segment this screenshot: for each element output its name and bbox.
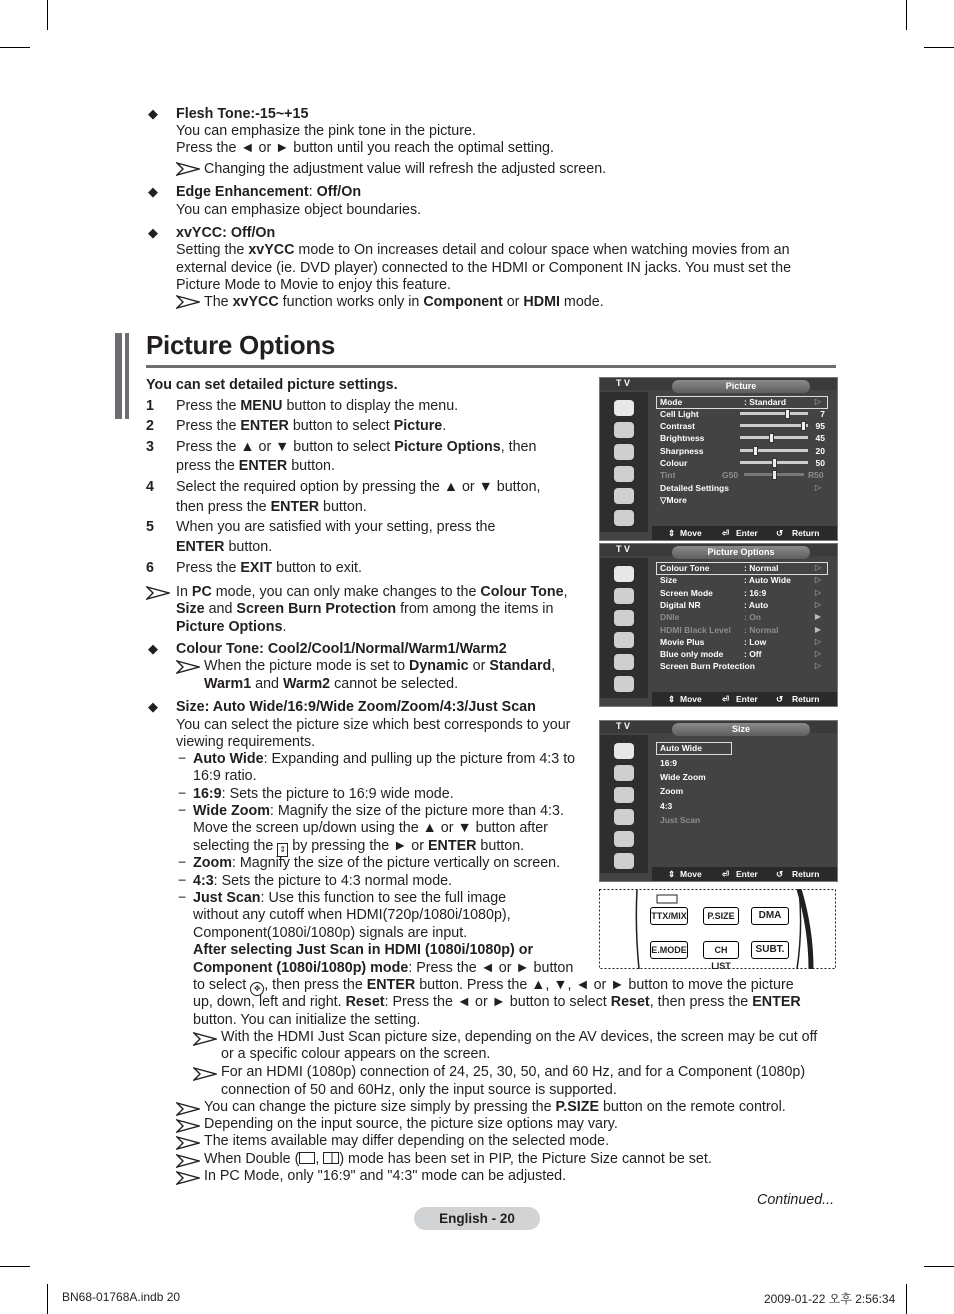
size-just-scan: After selecting Just Scan in HDMI (1080i/1080p) or [193,942,534,958]
osd-item-sharpness[interactable]: Sharpness [660,446,704,456]
dash: − [178,855,187,871]
dash: − [178,786,187,802]
input-icon[interactable] [614,654,634,670]
osd-footer [652,526,837,540]
step-text: Press the ▲ or ▼ button to select Picture Options, then [176,439,537,455]
xvycc-line: external device (ie. DVD player) connected to the HDMI or Component IN jacks. You must set the [176,260,792,276]
step-number: 4 [146,479,154,495]
note-arrow-icon [176,1171,200,1185]
step-text: When you are satisfied with your setting, press the [176,519,496,535]
crop-mark [0,47,30,48]
pip-double-icon [299,1152,315,1164]
application-icon[interactable] [614,853,634,869]
colour-tone-note: When the picture mode is set to Dynamic or Standard, [204,658,556,674]
move-icon: ⇕ [668,869,676,879]
hdmi-note: connection of 50 and 60Hz, only the input source is supported. [221,1082,617,1098]
arrow-right-icon: ▷ [814,563,821,572]
flesh-tone-note: Changing the adjustment value will refresh the adjusted screen. [204,161,607,177]
osd-picture-options-menu [599,543,838,707]
picture-icon[interactable] [614,566,634,582]
tint-g-value: G50 [722,470,739,480]
page-title: Picture Options [146,330,336,360]
slider-knob[interactable] [785,409,790,419]
osd-option-item[interactable]: Screen Burn Protection [660,661,755,672]
remote-control-illustration [599,889,836,969]
osd-enter-label: Enter [736,694,758,704]
colour-slider[interactable] [740,461,808,464]
osd-option-value: : 16:9 [744,587,767,598]
osd-sidebar [600,735,648,873]
size-just-scan: Just Scan: Use this function to see the full image [193,890,507,906]
arrow-right-icon: ▷ [814,661,821,671]
osd-return-label: Return [792,694,820,704]
osd-size-item: Just Scan [660,815,701,825]
crop-mark [906,1284,907,1314]
input-icon[interactable] [614,831,634,847]
return-icon: ↺ [776,694,784,704]
p-size-button[interactable]: P.SIZE [703,907,739,925]
step-text: Press the MENU button to display the menu. [176,398,459,414]
osd-size-menu [599,720,838,882]
osd-return-label: Return [792,528,820,538]
osd-title: Size [672,723,810,736]
osd-option-item[interactable]: Digital NR [660,599,701,610]
note-arrow-icon [176,1102,200,1116]
arrow-right-icon: ▷ [814,575,821,585]
osd-tv-label: T V [616,721,631,731]
step-number: 1 [146,398,154,414]
bullet-diamond-icon: ◆ [148,106,158,121]
osd-enter-label: Enter [736,528,758,538]
osd-size-item[interactable]: Zoom [660,786,684,796]
step-text: press the ENTER button. [176,458,335,474]
e-mode-button[interactable]: E.MODE [650,941,688,959]
slider-knob[interactable] [772,458,777,468]
slider-knob[interactable] [769,433,774,443]
xvycc-line: Picture Mode to Movie to enjoy this feature. [176,277,451,293]
osd-value: 20 [815,446,825,456]
channel-icon[interactable] [614,787,634,803]
channel-icon[interactable] [614,444,634,460]
xvycc-line: Setting the xvYCC mode to On increases detail and colour space when watching movies from an [176,242,790,258]
osd-sidebar [600,558,648,698]
hdmi-note: For an HDMI (1080p) connection of 24, 25, 30, 50, and 60 Hz, and for a Component (1080p) [221,1064,806,1080]
setup-icon[interactable] [614,466,634,482]
osd-option-item[interactable]: Screen Mode [660,587,713,598]
slider-knob [772,470,777,480]
osd-option-item[interactable]: Colour Tone [660,563,710,573]
xvycc-heading: xvYCC: Off/On [176,225,276,241]
return-icon: ↺ [776,528,784,538]
flesh-tone-heading: Flesh Tone:-15~+15 [176,106,309,122]
step-number: 3 [146,439,154,455]
osd-item-tint: Tint [660,470,676,480]
size-just-scan: Component (1080i/1080p) mode: Press the ◄ or ► button [193,960,574,976]
colour-tone-heading: Colour Tone: Cool2/Cool1/Normal/Warm1/Warm2 [176,641,507,657]
setup-icon[interactable] [614,632,634,648]
move-icon: ✥ [250,982,264,996]
crop-mark [0,1266,30,1267]
enter-icon: ⏎ [722,869,730,879]
bullet-diamond-icon: ◆ [148,184,158,199]
osd-item-cell-light[interactable]: Cell Light [660,409,699,419]
title-rule [146,365,836,368]
footer-timestamp: 2009-01-22 오후 2:56:34 [764,1292,896,1306]
osd-option-item[interactable]: Movie Plus [660,636,705,647]
subt-button[interactable]: SUBT. [751,941,789,959]
osd-option-item[interactable]: Size [660,575,678,586]
tint-slider [744,473,804,476]
note-arrow-icon [176,1154,200,1168]
pc-note: In PC mode, you can only make changes to the Colour Tone, [176,584,568,600]
osd-sidebar [600,392,648,532]
osd-move-label: Move [680,694,702,704]
application-icon[interactable] [614,510,634,526]
enter-icon: ⏎ [722,528,730,538]
osd-option-value: : On [744,612,761,623]
section-bar [125,333,129,419]
size-heading: Size: Auto Wide/16:9/Wide Zoom/Zoom/4:3/Just Scan [176,699,536,715]
osd-move-label: Move [680,869,702,879]
osd-value: 50 [815,458,825,468]
picture-icon[interactable] [614,743,634,759]
osd-option-value: : Off [744,649,762,660]
footer-file: BN68-01768A.indb 20 [62,1290,181,1304]
osd-title: Picture Options [672,546,810,559]
size-line: You can select the picture size which best corresponds to your [176,717,571,733]
bullet-diamond-icon: ◆ [148,225,158,240]
size-note: In PC Mode, only "16:9" and "4:3" mode can be adjusted. [204,1168,567,1184]
brightness-slider[interactable] [740,436,808,439]
osd-value: 45 [815,433,825,443]
osd-item-brightness[interactable]: Brightness [660,433,705,443]
step-number: 5 [146,519,154,535]
size-wide-zoom: Move the screen up/down using the ▲ or ▼ button after [193,820,548,836]
osd-item-mode[interactable]: Mode [660,397,683,407]
arrow-right-icon: ▷ [814,599,821,609]
osd-size-item[interactable]: Auto Wide [660,743,702,753]
dash: − [178,803,187,819]
size-4-3: 4:3: Sets the picture to 4:3 normal mode. [193,873,453,889]
sound-icon[interactable] [614,588,634,604]
dash: − [178,890,187,906]
step-text: Press the ENTER button to select Picture. [176,418,447,434]
osd-option-value: : Normal [744,563,779,573]
size-just-scan: Component(1080i/1080p) signals are input. [193,925,468,941]
step-text: Select the required option by pressing the ▲ or ▼ button, [176,479,541,495]
osd-tv-label: T V [616,544,631,554]
note-arrow-icon [176,162,200,176]
pc-note: Size and Screen Burn Protection from among the items in [176,601,554,617]
size-wide-zoom: Wide Zoom: Magnify the size of the picture more than 4:3. [193,803,564,819]
move-icon: ⇕ [668,528,676,538]
size-wide-zoom: selecting the ⇕ by pressing the ► or ENTER button. [193,838,524,857]
osd-item-contrast[interactable]: Contrast [660,421,695,431]
osd-item-detailed-settings[interactable]: Detailed Settings [660,483,729,493]
bullet-diamond-icon: ◆ [148,641,158,656]
osd-return-label: Return [792,869,820,879]
size-note: When Double ( , ) mode has been set in PIP, the Picture Size cannot be set. [204,1151,712,1167]
osd-value: 95 [815,421,825,431]
dash: − [178,873,187,889]
pc-note: Picture Options. [176,619,287,635]
size-auto-wide: Auto Wide: Expanding and pulling up the picture from 4:3 to [193,751,576,767]
size-16-9: 16:9: Sets the picture to 16:9 wide mode. [193,786,454,802]
osd-picture-menu [599,377,838,541]
step-number: 6 [146,560,154,576]
note-arrow-icon [176,295,200,309]
size-just-scan: to select ✥ , then press the ENTER button. Press the ▲, ▼, ◄ or ► button to move the picture [193,977,794,996]
osd-option-value: : Auto Wide [744,575,791,586]
tint-r-value: R50 [808,470,824,480]
cell-light-slider[interactable] [740,412,808,415]
osd-size-item[interactable]: 16:9 [660,758,678,768]
size-just-scan: without any cutoff when HDMI(720p/1080i/1080p), [193,907,511,923]
osd-footer [652,867,837,881]
note-arrow-icon [176,1119,200,1133]
arrow-right-icon: ▷ [814,397,821,406]
osd-item-more[interactable]: ▽More [660,495,687,505]
position-icon: ⇕ [277,843,288,857]
channel-icon[interactable] [614,610,634,626]
size-line: viewing requirements. [176,734,316,750]
note-arrow-icon [176,1136,200,1150]
intro-text: You can set detailed picture settings. [146,377,398,393]
hdmi-note: or a specific colour appears on the screen. [221,1046,491,1062]
osd-title: Picture [672,380,810,393]
osd-option-value: : Low [744,636,767,647]
osd-option-item: HDMI Black Level [660,624,731,635]
flesh-tone-line: You can emphasize the pink tone in the picture. [176,123,476,139]
note-arrow-icon [193,1067,217,1081]
continued-label: Continued... [757,1192,835,1208]
arrow-right-icon: ▷ [814,587,821,597]
osd-option-value: : Auto [744,599,769,610]
dma-button[interactable]: DMA [751,907,789,925]
osd-size-item[interactable]: Wide Zoom [660,772,706,782]
size-note: Depending on the input source, the picture size options may vary. [204,1116,618,1132]
crop-mark [47,0,48,30]
setup-icon[interactable] [614,809,634,825]
crop-mark [47,1284,48,1314]
arrow-right-icon: ▷ [814,483,821,492]
osd-tv-label: T V [616,378,631,388]
osd-move-label: Move [680,528,702,538]
crop-mark [924,1266,954,1267]
osd-value: 7 [820,409,825,419]
osd-footer [652,692,837,706]
dash: − [178,751,187,767]
osd-value: : Standard [744,397,787,407]
move-icon: ⇕ [668,694,676,704]
step-text: Press the EXIT button to exit. [176,560,362,576]
hdmi-note: With the HDMI Just Scan picture size, depending on the AV devices, the screen may be cut off [221,1029,818,1045]
sound-icon[interactable] [614,765,634,781]
size-note: You can change the picture size simply by pressing the P.SIZE button on the remote control. [204,1099,786,1115]
flesh-tone-line: Press the ◄ or ► button until you reach the optimal setting. [176,140,554,156]
sound-icon[interactable] [614,422,634,438]
size-just-scan: button. You can initialize the setting. [193,1012,421,1028]
slider-knob[interactable] [753,446,758,456]
arrow-right-filled-icon: ▶ [814,624,821,634]
arrow-right-filled-icon: ▶ [814,612,821,622]
osd-enter-label: Enter [736,869,758,879]
note-arrow-icon [146,586,170,600]
bullet-diamond-icon: ◆ [148,699,158,714]
input-icon[interactable] [614,488,634,504]
size-zoom: Zoom: Magnify the size of the picture vertically on screen. [193,855,561,871]
contrast-slider[interactable] [740,424,808,427]
edge-line: You can emphasize object boundaries. [176,202,422,218]
size-just-scan: up, down, left and right. Reset: Press the ◄ or ► button to select Reset, then press the ENTER [193,994,801,1010]
osd-size-item[interactable]: 4:3 [660,801,673,811]
step-number: 2 [146,418,154,434]
xvycc-note: The xvYCC function works only in Component or HDMI mode. [204,294,604,310]
arrow-right-icon: ▷ [814,636,821,646]
return-icon: ↺ [776,869,784,879]
picture-icon[interactable] [614,400,634,416]
enter-icon: ⏎ [722,694,730,704]
step-text: ENTER button. [176,539,273,555]
crop-mark [906,0,907,30]
edge-heading: Edge Enhancement: Off/On [176,184,362,200]
size-note: The items available may differ depending on the selected mode. [204,1133,610,1149]
ttx-mix-button[interactable]: TTX/MIX [650,907,688,925]
size-auto-wide: 16:9 ratio. [193,768,257,784]
osd-option-value: : Normal [744,624,779,635]
osd-item-colour[interactable]: Colour [660,458,688,468]
pip-double-icon [323,1152,339,1164]
step-text: then press the ENTER button. [176,499,367,515]
application-icon[interactable] [614,676,634,692]
note-arrow-icon [193,1032,217,1046]
page-number: English - 20 [414,1207,540,1230]
colour-tone-note: Warm1 and Warm2 cannot be selected. [204,676,459,692]
osd-option-item: DNIe [660,612,680,623]
sharpness-slider[interactable] [740,449,808,452]
section-bar [115,333,122,419]
osd-option-item[interactable]: Blue only mode [660,649,724,660]
ch-list-button[interactable]: CH LIST [703,941,739,959]
arrow-right-icon: ▷ [814,649,821,659]
slider-knob[interactable] [801,421,806,431]
note-arrow-icon [176,660,200,674]
crop-mark [924,47,954,48]
